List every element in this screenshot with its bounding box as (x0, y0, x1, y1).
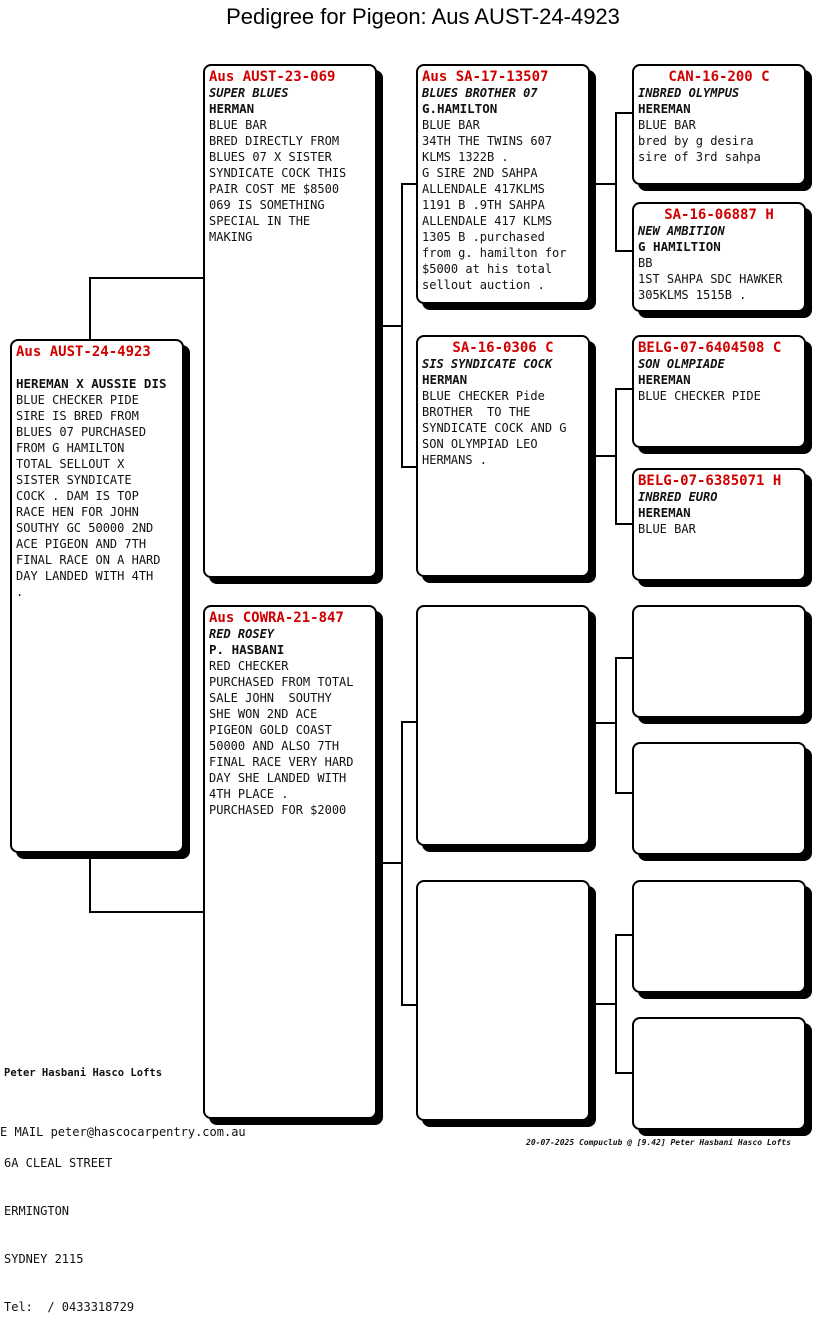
owner-name: HEREMAN (638, 101, 691, 116)
connector-line (401, 721, 403, 1005)
breeder-address-line: ERMINGTON (4, 1204, 70, 1218)
bird-notes: BLUE CHECKER PIDE (638, 389, 761, 403)
breeder-address-line: SYDNEY 2115 (4, 1252, 84, 1266)
bird-name: NEW AMBITION (638, 224, 725, 238)
ds-dam-card[interactable] (632, 742, 806, 855)
owner-name: HERMAN (422, 372, 468, 387)
owner-name: G.HAMILTON (422, 101, 498, 116)
connector-line (89, 277, 91, 341)
owner-name: HERMAN (209, 101, 255, 116)
bird-notes: RED CHECKER PURCHASED FROM TOTAL SALE JOHN SOUTHY SHE WON 2ND ACE PIGEON GOLD COAST 50000 AND ALSO 7TH FINAL RACE VERY HARD DAY SHE LANDED WITH 4TH PLACE . PURCHASED FOR $2000 (209, 659, 354, 817)
connector-line (615, 112, 633, 114)
owner-name: P. HASBANI (209, 642, 285, 657)
sire-card[interactable] (203, 64, 377, 578)
connector-line (89, 277, 204, 279)
connector-line (376, 862, 402, 864)
ring-number: BELG-07-6385071 H (638, 473, 782, 489)
sd-dam-card[interactable] (632, 468, 806, 581)
connector-line (376, 325, 402, 327)
bird-notes: BLUE CHECKER Pide BROTHER TO THE SYNDICATE COCK AND G SON OLYMPIAD LEO HERMANS . (422, 389, 567, 467)
owner-name: HEREMAN (638, 372, 691, 387)
dam-sire-card[interactable] (416, 605, 590, 846)
connector-line (615, 657, 617, 793)
ss-dam-card[interactable] (632, 202, 806, 312)
bird-name: RED ROSEY (209, 627, 275, 641)
connector-line (401, 1004, 417, 1006)
dam-dam-card[interactable] (416, 880, 590, 1121)
connector-line (615, 112, 617, 251)
bird-notes: BLUE BAR bred by g desira sire of 3rd sahpa (638, 118, 761, 164)
connector-line (589, 722, 616, 724)
owner-name: HEREMAN (638, 505, 691, 520)
footer-credit: 20-07-2025 Compuclub @ [9.42] Peter Hasbani Hasco Lofts (526, 1138, 791, 1147)
breeder-phone: Tel: / 0433318729 (4, 1300, 135, 1314)
bird-notes: BLUE BAR 34TH THE TWINS 607 KLMS 1322B . G SIRE 2ND SAHPA ALLENDALE 417KLMS 1191 B .9TH SAHPA ALLENDALE 417 KLMS 1305 B .purchased from g. hamilton for $5000 at his total sellout auction . (422, 118, 567, 292)
sire-dam-card[interactable] (416, 335, 590, 577)
breeder-name: Peter Hasbani Hasco Lofts (4, 1067, 163, 1079)
ring-number: Aus COWRA-21-847 (209, 610, 344, 626)
bird-name: INBRED EURO (638, 490, 718, 504)
bird-notes: BLUE BAR (638, 522, 696, 536)
bird-notes: BLUE BAR BRED DIRECTLY FROM BLUES 07 X SISTER SYNDICATE COCK THIS PAIR COST ME $8500 069 IS SOMETHING SPECIAL IN THE MAKING (209, 118, 347, 244)
owner-name: G HAMILTION (638, 239, 721, 254)
strain-label: HEREMAN X AUSSIE DIS (16, 376, 167, 391)
ring-number: SA-16-0306 C (452, 340, 554, 356)
connector-line (615, 523, 633, 525)
breeder-email: E MAIL peter@hascocarpentry.com.au (0, 1125, 246, 1139)
ds-sire-card[interactable] (632, 605, 806, 718)
dam-card[interactable] (203, 605, 377, 1119)
ring-number: SA-16-06887 H (664, 207, 774, 223)
bird-name: SON OLMPIADE (638, 357, 725, 371)
connector-line (615, 657, 633, 659)
connector-line (615, 934, 633, 936)
connector-line (615, 1072, 633, 1074)
sd-sire-card[interactable] (632, 335, 806, 448)
ring-number: Aus AUST-23-069 (209, 69, 336, 85)
connector-line (89, 852, 91, 912)
ss-sire-card[interactable] (632, 64, 806, 185)
connector-line (89, 911, 204, 913)
bird-name: SUPER BLUES (209, 86, 289, 100)
connector-line (401, 721, 417, 723)
ring-number: Aus AUST-24-4923 (16, 344, 151, 360)
connector-line (615, 934, 617, 1073)
bird-name: SIS SYNDICATE COCK (422, 357, 553, 371)
connector-line (589, 183, 616, 185)
bird-notes: BLUE CHECKER PIDE SIRE IS BRED FROM BLUES 07 PURCHASED FROM G HAMILTON TOTAL SELLOUT X SISTER SYNDICATE COCK . DAM IS TOP RACE HEN FOR JOHN SOUTHY GC 50000 2ND ACE PIGEON AND 7TH FINAL RACE ON A HARD DAY LANDED WITH 4TH . (16, 393, 161, 599)
main-bird-card[interactable] (10, 339, 184, 853)
connector-line (615, 388, 633, 390)
breeder-address-line: 6A CLEAL STREET (4, 1156, 113, 1170)
dd-dam-card[interactable] (632, 1017, 806, 1130)
connector-line (615, 792, 633, 794)
connector-line (589, 455, 616, 457)
connector-line (401, 466, 417, 468)
ring-number: BELG-07-6404508 C (638, 340, 782, 356)
connector-line (401, 183, 403, 467)
ring-number: CAN-16-200 C (668, 69, 770, 85)
connector-line (401, 183, 417, 185)
ring-number: Aus SA-17-13507 (422, 69, 549, 85)
connector-line (615, 388, 617, 524)
breeder-info (4, 1033, 162, 1331)
sire-sire-card[interactable] (416, 64, 590, 304)
dd-sire-card[interactable] (632, 880, 806, 993)
bird-name: BLUES BROTHER 07 (422, 86, 538, 100)
connector-line (615, 250, 633, 252)
bird-name: INBRED OLYMPUS (638, 86, 740, 100)
bird-notes: BB 1ST SAHPA SDC HAWKER 305KLMS 1515B . (638, 256, 783, 302)
connector-line (589, 1003, 616, 1005)
page-title: Pedigree for Pigeon: Aus AUST-24-4923 (226, 4, 620, 29)
